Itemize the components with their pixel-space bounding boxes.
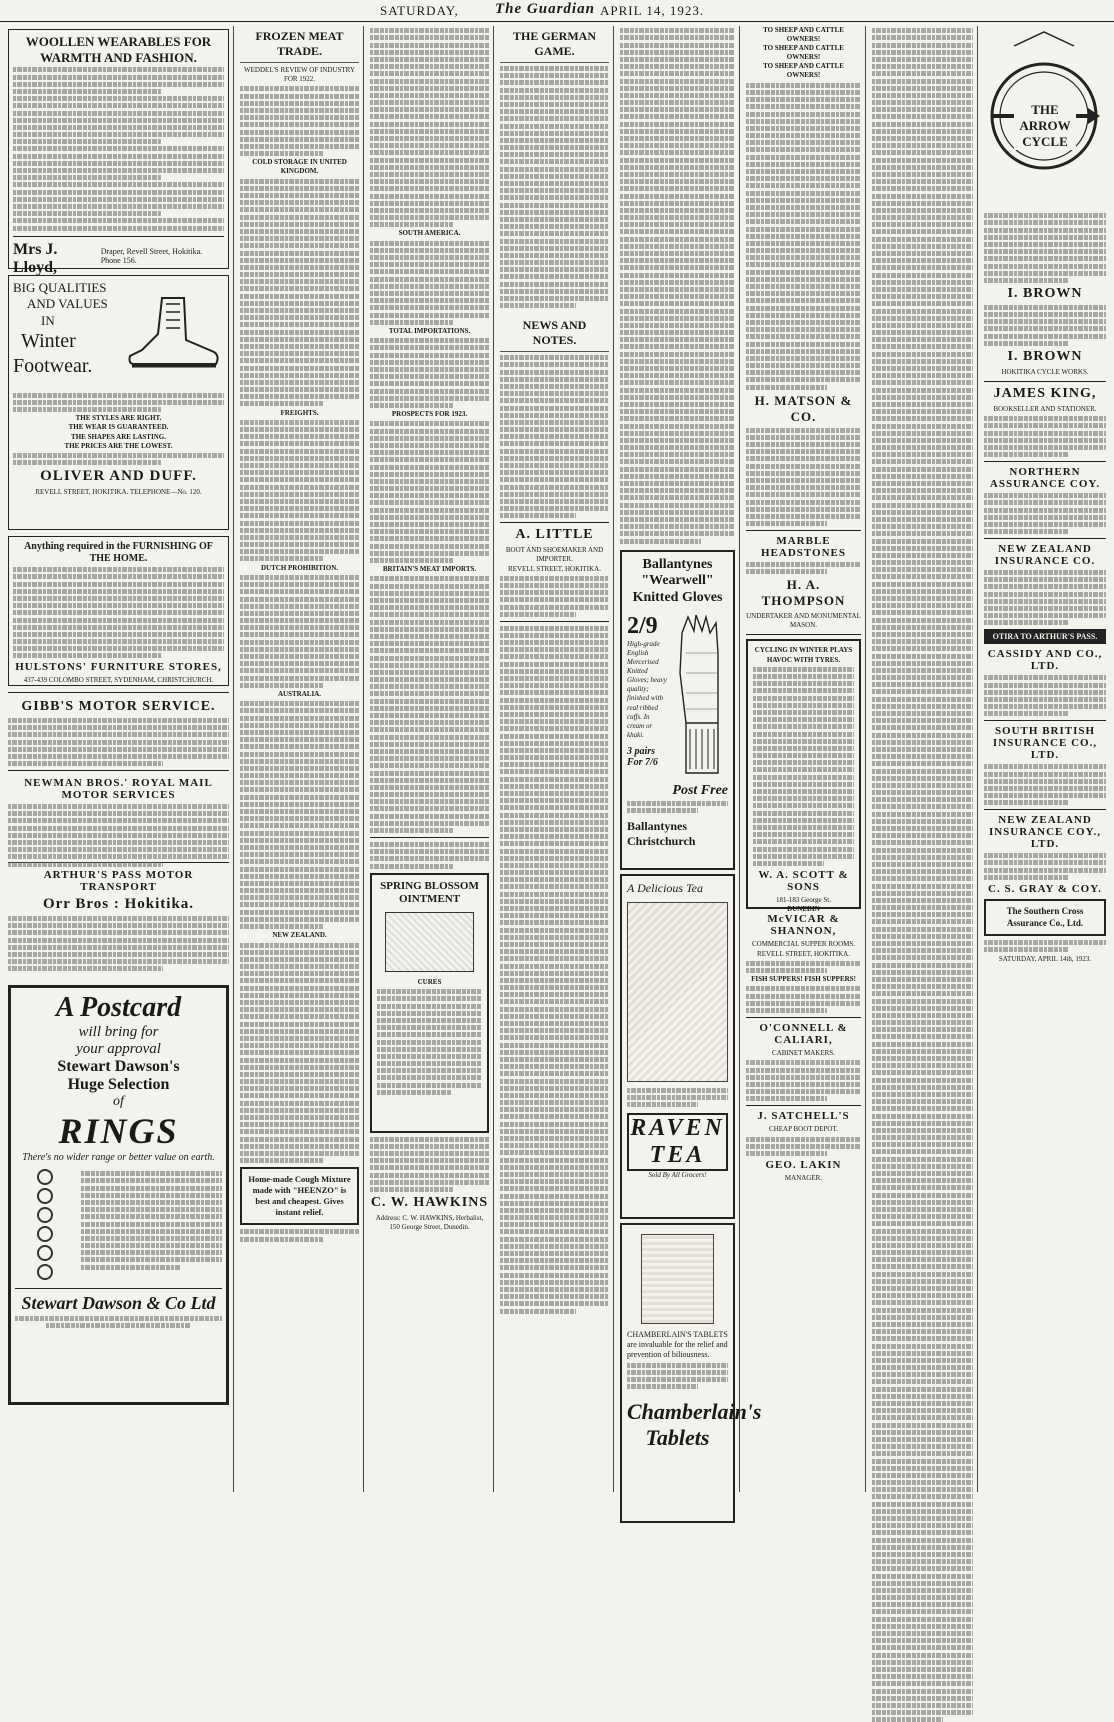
dawson-line-4: Stewart Dawson's (57, 1058, 180, 1075)
matson-name: H. MATSON & CO. (754, 392, 853, 424)
king-subtitle: BOOKSELLER AND STATIONER. (993, 404, 1097, 413)
boot-illustration (122, 294, 222, 374)
woollen-title: WOOLLEN WEARABLES FOR WARMTH AND FASHION. (25, 34, 212, 65)
chamberlains-text: CHAMBERLAIN'S TABLETS are invaluable for the relief and prevention of biliousness. (627, 1329, 728, 1360)
lakin-name: GEO. LAKIN (765, 1158, 842, 1171)
chamberlains-ad (620, 1223, 762, 1523)
ballantynes-title: Ballantynes "Wearwell" Knitted Gloves (632, 556, 723, 606)
hulstons-address: 437-439 COLOMBO STREET, SYDENHAM, CHRISTCHURCH. (23, 676, 214, 685)
newman-ad (8, 770, 229, 862)
footwear-title-5: Footwear. (13, 354, 93, 377)
news-notes-heading: NEWS AND NOTES. (500, 318, 609, 352)
raven-tea-headline: A Delicious Tea (627, 880, 704, 895)
arrow-cycle-title: THE ARROW CYCLE (1014, 102, 1076, 150)
glove-pairs: 3 pairs For 7/6 (627, 745, 658, 768)
footwear-ad (8, 275, 229, 530)
southern-cross-ad (984, 899, 1106, 936)
column-8 (980, 26, 1110, 1492)
column-5 (616, 26, 762, 1492)
little-subtitle: BOOT AND SHOEMAKER AND IMPORTER. (505, 546, 604, 564)
column-1 (4, 26, 234, 1492)
little-address: REVELL STREET, HOKITIKA. (508, 564, 601, 573)
sheep-owners-heading-2: TO SHEEP AND CATTLE OWNERS! (763, 44, 844, 62)
footwear-address: REVELL STREET, HOKITIKA. TELEPHONE—No. 120. (35, 488, 202, 497)
footwear-title-3: IN (41, 312, 55, 328)
satchell-name: J. SATCHELL'S (757, 1110, 850, 1123)
mcvicar-subtitle: COMMERCIAL SUPPER ROOMS. (751, 940, 855, 949)
dawson-line-7: RINGS (58, 1111, 179, 1151)
frozen-meat-heading: FROZEN MEAT TRADE. (240, 29, 359, 63)
woollen-dealer: Mrs J. Lloyd, (13, 240, 58, 276)
hulstons-title: Anything required in the FURNISHING OF THE HOME. (24, 541, 213, 564)
satchell-subtitle: CHEAP BOOT DEPOT. (769, 1125, 838, 1134)
otira-banner: OTIRA TO ARTHUR'S PASS. (984, 629, 1106, 644)
scott-city: DUNEDIN (787, 904, 820, 913)
tablet-box-illustration (641, 1234, 714, 1324)
ointment-tin-illustration (385, 912, 474, 972)
little-name: A. LITTLE (515, 527, 594, 543)
footwear-title-2: AND VALUES (27, 296, 108, 312)
hawkins-address: Address: C. W. HAWKINS, Herbalist, 150 George Street, Dunedin. (375, 1213, 484, 1231)
dawson-line-5: Huge Selection (67, 1076, 170, 1093)
raven-tea-logo: RAVEN TEA (627, 1113, 728, 1171)
footwear-slogan-3: THE SHAPES ARE LASTING. (71, 432, 166, 441)
scott-address: 181-183 George St. (776, 895, 831, 904)
masthead-paper-name: The Guardian (495, 1, 595, 17)
column-4 (496, 26, 614, 1492)
column-3 (366, 26, 494, 1492)
section-australia: AUSTRALIA. (278, 689, 321, 698)
raven-tea-sub: Sold By All Grocers! (648, 1170, 707, 1179)
footwear-title-4: Winter (21, 329, 76, 352)
rings-illustration (15, 1169, 75, 1280)
cycling-title: CYCLING IN WINTER PLAYS HAVOC WITH TYRES. (754, 646, 853, 664)
section-britain-meat-imports: BRITAIN'S MEAT IMPORTS. (382, 565, 477, 574)
imprint-date: SATURDAY, APRIL 14th, 1923. (998, 954, 1092, 963)
heenzo-text: Home-made Cough Mixture made with "HEENZO" is best and cheapest. Gives instant relief. (248, 1174, 351, 1218)
spring-blossom-ad (370, 873, 489, 1133)
section-total-importations: TOTAL IMPORTATIONS. (388, 326, 471, 335)
hulstons-firm: HULSTONS' FURNITURE STORES, (15, 661, 222, 674)
glove-post-free: Post Free (672, 782, 728, 798)
brown-name: I. BROWN (1007, 285, 1083, 301)
masthead (0, 0, 1114, 22)
woollen-ad (8, 29, 229, 276)
section-south-america: SOUTH AMERICA. (398, 229, 461, 238)
brown-name-2: I. BROWN (1007, 348, 1083, 364)
section-dutch-prohibition: DUTCH PROHIBITION. (260, 563, 338, 572)
heenzo-ad (240, 1167, 359, 1225)
woollen-dealer-address: Draper, Revell Street, Hokitika. Phone 156. (100, 246, 203, 265)
spring-blossom-cures: CURES (417, 977, 442, 986)
footwear-slogan-2: THE WEAR IS GUARANTEED. (68, 423, 169, 432)
thompson-name: H. A. THOMPSON (761, 577, 846, 609)
dawson-line-6: of (113, 1094, 124, 1109)
section-prospects: PROSPECTS FOR 1923. (391, 410, 468, 419)
section-freights: FREIGHTS. (280, 408, 319, 417)
glove-price: 2/9 (627, 612, 658, 639)
sheep-owners-heading: TO SHEEP AND CATTLE OWNERS! (763, 26, 844, 44)
arthurs-pass-ad (8, 862, 229, 982)
column-7 (868, 26, 978, 1492)
section-new-zealand: NEW ZEALAND. (272, 931, 327, 940)
cassidy-name: CASSIDY AND CO., LTD. (987, 648, 1103, 673)
sheep-owners-heading-3: TO SHEEP AND CATTLE OWNERS! (763, 62, 844, 80)
king-name: JAMES KING, (993, 385, 1097, 401)
glove-illustration (672, 613, 728, 783)
footwear-slogan-4: THE PRICES ARE THE LOWEST. (64, 441, 173, 450)
chamberlains-logo: Chamberlain's Tablets (627, 1399, 762, 1451)
masthead-day: SATURDAY, (380, 3, 459, 18)
stewart-dawson-ad (8, 985, 229, 1405)
spring-blossom-title: SPRING BLOSSOM OINTMENT (380, 879, 479, 905)
gray-name: C. S. GRAY & COY. (988, 882, 1102, 895)
nz-insurance-2-name: NEW ZEALAND INSURANCE COY., LTD. (988, 814, 1102, 851)
dawson-line-1: A Postcard (55, 992, 182, 1023)
oconnell-subtitle: CABINET MAKERS. (772, 1049, 835, 1058)
column-6 (742, 26, 866, 1492)
hulstons-ad (8, 536, 229, 686)
scott-name: W. A. SCOTT & SONS (758, 868, 849, 893)
dawson-line-3: your approval (76, 1041, 161, 1057)
thompson-subtitle: UNDERTAKER AND MONUMENTAL MASON. (746, 612, 861, 630)
dawson-firm: Stewart Dawson & Co Ltd (15, 1288, 222, 1314)
fish-suppers: FISH SUPPERS! FISH SUPPERS! (751, 975, 856, 984)
hawkins-name: C. W. HAWKINS (370, 1194, 489, 1210)
headstones-title: MARBLE HEADSTONES (761, 535, 846, 560)
nz-insurance-name: NEW ZEALAND INSURANCE CO. (994, 543, 1096, 568)
cycling-ad (746, 639, 861, 913)
arrow-cycle-ad (984, 26, 1106, 211)
ballantynes-footer: Ballantynes Christchurch (627, 819, 696, 849)
section-cold-storage: COLD STORAGE IN UNITED KINGDOM. (252, 158, 347, 176)
oconnell-name: O'CONNELL & CALIARI, (759, 1022, 848, 1047)
frozen-meat-subheading: WEDDEL'S REVIEW OF INDUSTRY FOR 1922. (244, 66, 355, 84)
brown-subtitle: HOKITIKA CYCLE WORKS. (1001, 367, 1089, 376)
mcvicar-name: McVICAR & SHANNON, (767, 913, 840, 938)
arthurs-pass-title: ARTHUR'S PASS MOTOR TRANSPORT (43, 869, 194, 893)
glove-description: High-grade English Mercerised Knitted Gloves; heavy quality; finished with real ribbed cuffs. In cream or khaki. (627, 639, 667, 739)
gibbs-ad (8, 692, 229, 770)
mcvicar-address: REVELL STREET, HOKITIKA. (757, 949, 850, 958)
ballantynes-ad (620, 550, 735, 870)
german-game-heading: THE GERMAN GAME. (500, 29, 609, 63)
footwear-title-1: BIG QUALITIES (13, 280, 107, 295)
footwear-slogan-1: THE STYLES ARE RIGHT. (75, 414, 162, 423)
northern-assurance-name: NORTHERN ASSURANCE COY. (989, 466, 1101, 491)
masthead-date: APRIL 14, 1923. (600, 3, 705, 18)
tea-illustration (627, 902, 728, 1082)
lakin-subtitle: MANAGER. (784, 1173, 823, 1182)
gibbs-title: GIBB'S MOTOR SERVICE. (21, 699, 216, 714)
southern-cross-name: The Southern Cross Assurance Co., Ltd. (1006, 905, 1084, 928)
south-british-name: SOUTH BRITISH INSURANCE CO., LTD. (992, 725, 1098, 762)
column-2 (236, 26, 364, 1492)
dawson-line-8: There's no wider range or better value on earth. (22, 1152, 215, 1163)
dawson-line-2: will bring for (78, 1024, 159, 1040)
footwear-firm: OLIVER AND DUFF. (40, 468, 197, 485)
raven-tea-ad (620, 874, 735, 1219)
arthurs-pass-firm: Orr Bros : Hokitika. (42, 896, 195, 912)
newman-title: NEWMAN BROS.' ROYAL MAIL MOTOR SERVICES (24, 777, 213, 801)
